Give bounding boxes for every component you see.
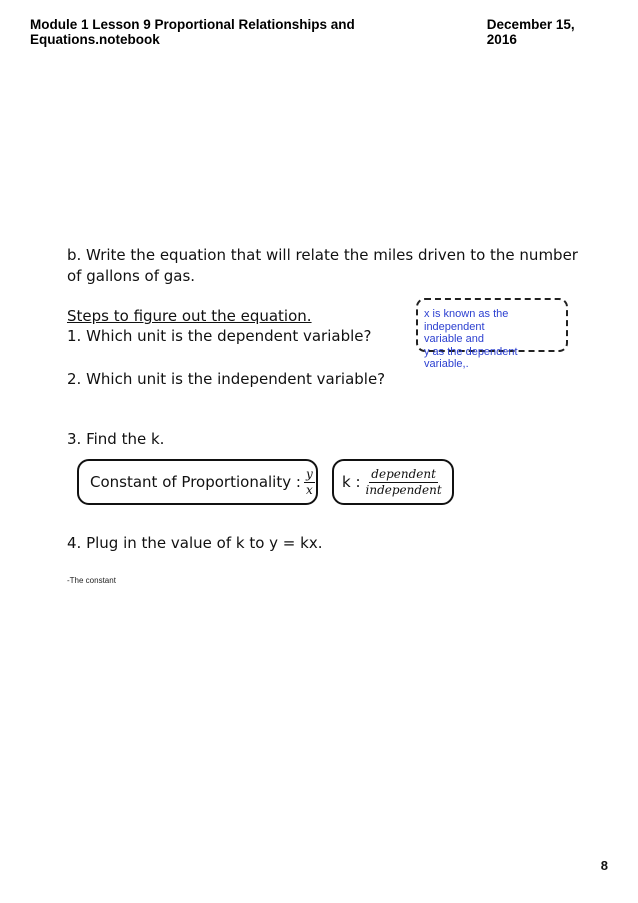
question-b-line2: of gallons of gas. — [67, 267, 196, 285]
step-2: 2. Which unit is the independent variable? — [67, 370, 386, 388]
step-1: 1. Which unit is the dependent variable? — [67, 327, 372, 345]
header-date: December 15, 2016 — [486, 17, 575, 47]
page-number: 8 — [600, 858, 608, 873]
note-line-3: y as the dependent variable,. — [424, 345, 518, 370]
step-3: 3. Find the k. — [67, 430, 165, 448]
constant-label: Constant of Proportionality : — [90, 473, 301, 491]
notebook-title: Module 1 Lesson 9 Proportional Relationships and Equations.notebook — [30, 17, 355, 47]
y-over-x-fraction — [304, 467, 315, 498]
k-formula-box — [332, 459, 454, 505]
dependent-over-independent-fraction — [364, 467, 444, 498]
fraction-numerator: dependent — [371, 466, 436, 481]
constant-of-proportionality-box — [77, 459, 318, 505]
variable-note-box — [416, 298, 568, 370]
fraction-denominator: independent — [365, 482, 442, 497]
k-label: k : — [342, 473, 361, 491]
fraction-denominator: x — [305, 482, 313, 497]
steps-heading: Steps to figure out the equation. — [67, 307, 312, 325]
step-4: 4. Plug in the value of k to y = kx. — [67, 534, 323, 552]
page-header — [30, 17, 608, 47]
note-line-1: x is known as the independent — [424, 308, 509, 333]
question-b-line1: b. Write the equation that will relate the miles driven to the number — [67, 246, 578, 264]
fraction-numerator: y — [305, 466, 313, 481]
note-line-2: variable and — [424, 333, 484, 345]
constant-small-note: -The constant — [67, 576, 116, 585]
